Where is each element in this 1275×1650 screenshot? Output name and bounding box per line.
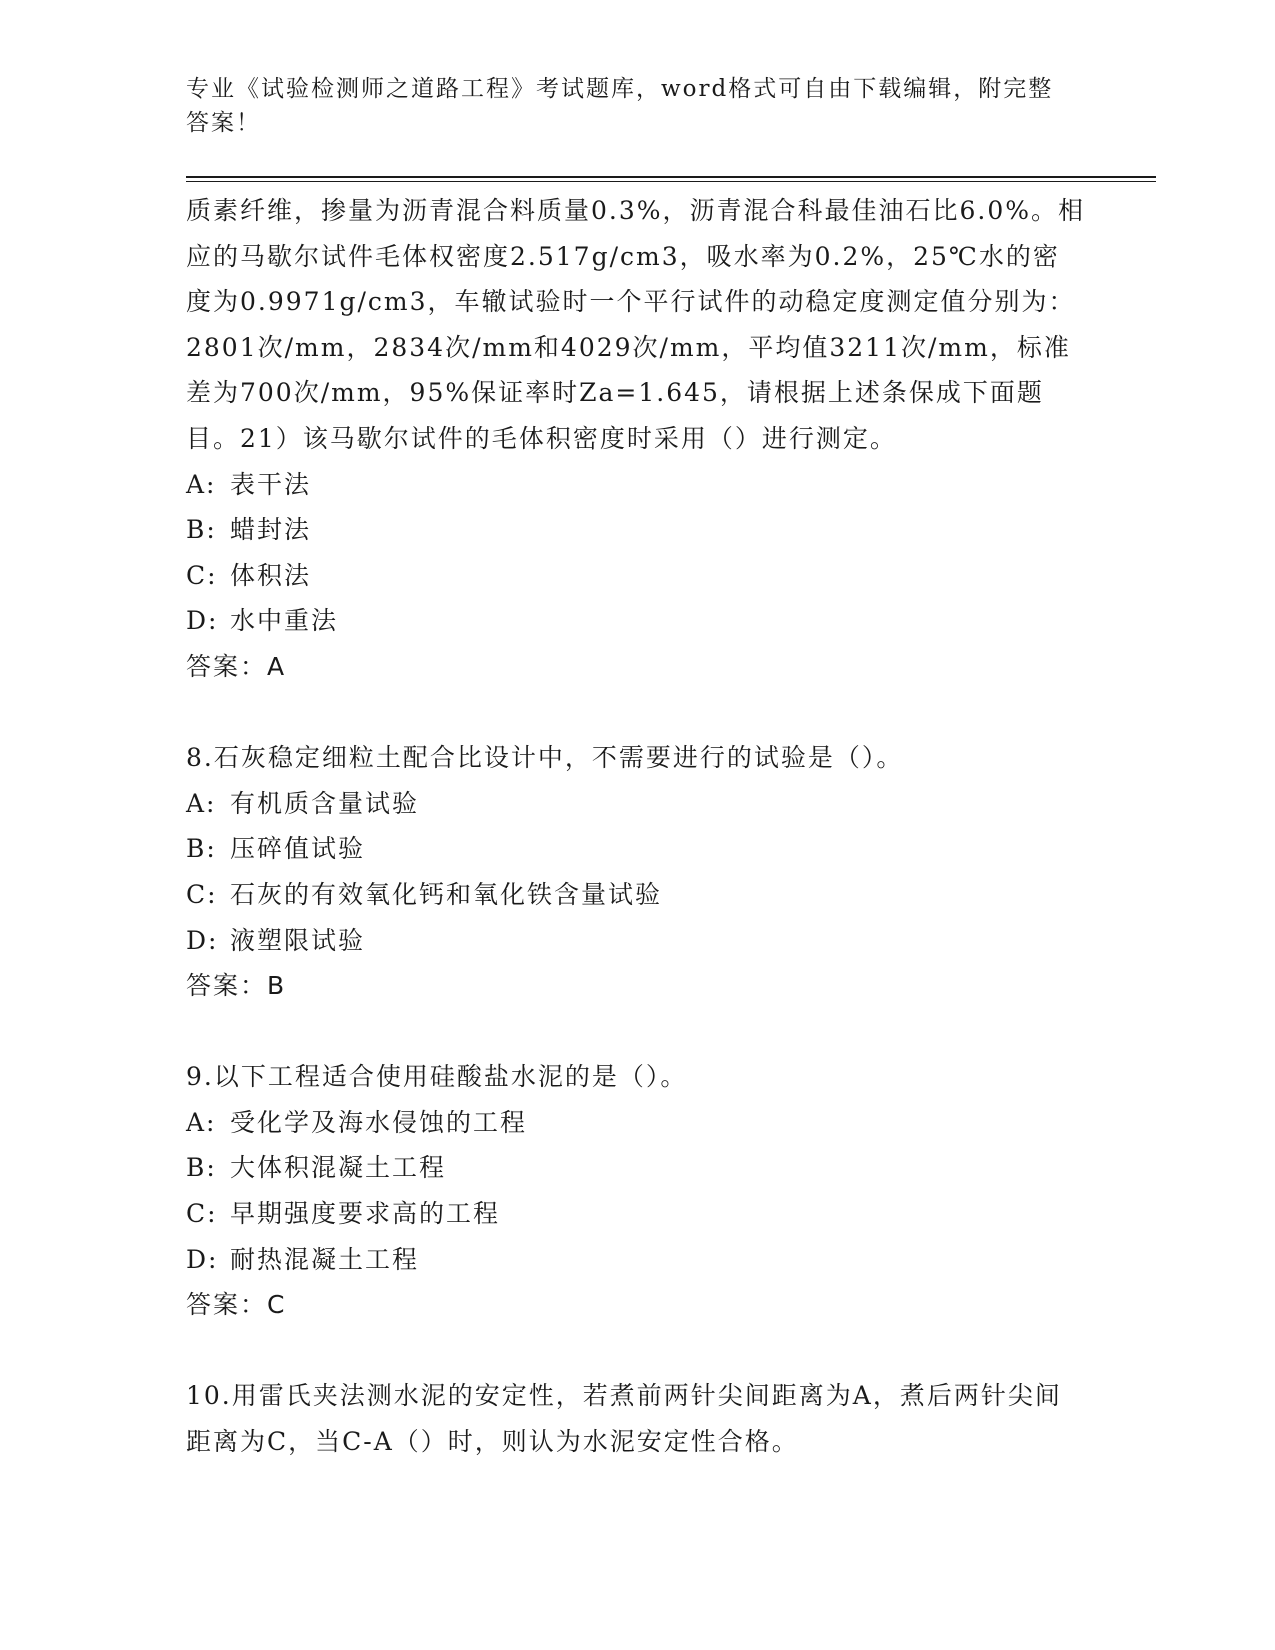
option-key: C:: [186, 560, 218, 590]
option-b: [186, 1145, 1086, 1191]
option-key: A:: [186, 1107, 217, 1137]
option-c: [186, 872, 1086, 918]
option-key: D:: [186, 1244, 219, 1274]
option-d: [186, 918, 1086, 964]
question-stem: 10.用雷氏夹法测水泥的安定性，若煮前两针尖间距离为A，煮后两针尖间距离为C，当C-A（）时，则认为水泥安定性合格。: [186, 1381, 1062, 1457]
answer-line: 答案：A: [186, 651, 287, 681]
option-text: 蜡封法: [230, 515, 312, 545]
question-10: [186, 1373, 1086, 1464]
option-d: [186, 1237, 1086, 1283]
option-c: [186, 1191, 1086, 1237]
option-c: [186, 553, 1086, 599]
question-spacer: [186, 1328, 1086, 1374]
option-text: 耐热混凝土工程: [230, 1244, 420, 1274]
option-a: [186, 462, 1086, 508]
answer-line: 答案：C: [186, 1290, 287, 1320]
question-7: [186, 188, 1086, 690]
option-key: C:: [186, 1199, 218, 1229]
option-text: 早期强度要求高的工程: [230, 1199, 501, 1229]
header-divider-thick: [186, 176, 1156, 178]
question-spacer: [186, 1009, 1086, 1055]
option-text: 表干法: [230, 469, 312, 499]
option-b: [186, 507, 1086, 553]
option-a: [186, 781, 1086, 827]
question-9: [186, 1054, 1086, 1328]
page-header: 专业《试验检测师之道路工程》考试题库，word格式可自由下载编辑，附完整答案！: [186, 76, 1054, 136]
option-text: 石灰的有效氧化钙和氧化铁含量试验: [230, 879, 663, 909]
option-text: 有机质含量试验: [230, 788, 420, 818]
option-key: D:: [186, 606, 219, 636]
option-key: A:: [186, 788, 217, 818]
question-spacer: [186, 690, 1086, 736]
option-key: C:: [186, 879, 218, 909]
option-key: B:: [186, 515, 217, 545]
question-stem: 质素纤维，掺量为沥青混合料质量0.3%，沥青混合科最佳油石比6.0%。相应的马歇尔试件毛体权密度2.517g/cm3，吸水率为0.2%，25℃水的密度为0.9971g/cm3，车辙试验时一个平行试件的动稳定度测定值分别为：2801次/mm，2834次/mm和4029次/mm，平均值3211次/mm，标准差为700次/mm，95%保证率时Za=1.645，请根据上述条保成下面题目。21）该马歇尔试件的毛体积密度时采用（）进行测定。: [186, 196, 1086, 453]
option-text: 水中重法: [230, 606, 339, 636]
option-text: 体积法: [230, 560, 312, 590]
option-b: [186, 826, 1086, 872]
option-key: D:: [186, 925, 219, 955]
header-divider-thin: [186, 181, 1156, 182]
question-8: [186, 735, 1086, 1009]
option-text: 液塑限试验: [230, 925, 366, 955]
option-text: 大体积混凝土工程: [230, 1153, 447, 1183]
option-key: B:: [186, 834, 217, 864]
option-text: 压碎值试验: [230, 834, 366, 864]
option-key: A:: [186, 469, 217, 499]
option-a: [186, 1100, 1086, 1146]
question-content: [186, 188, 1086, 1465]
answer-line: 答案：B: [186, 971, 287, 1001]
question-stem: 8.石灰稳定细粒土配合比设计中，不需要进行的试验是（）。: [186, 743, 904, 773]
question-stem: 9.以下工程适合使用硅酸盐水泥的是（）。: [186, 1062, 688, 1092]
option-text: 受化学及海水侵蚀的工程: [230, 1107, 528, 1137]
option-key: B:: [186, 1153, 217, 1183]
option-d: [186, 598, 1086, 644]
